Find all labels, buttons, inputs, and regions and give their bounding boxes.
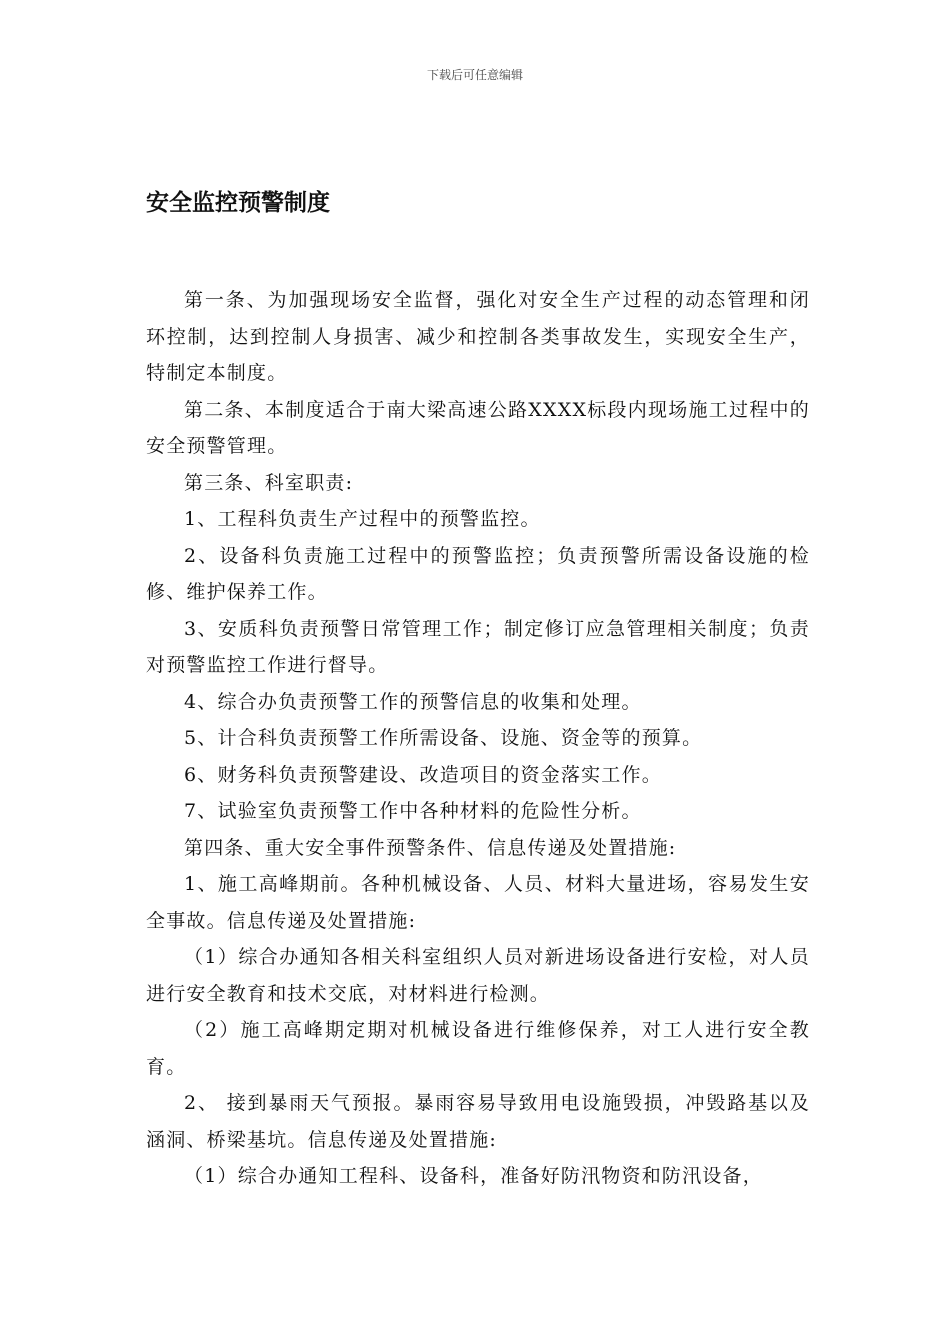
paragraph-article-4: 第四条、重大安全事件预警条件、信息传递及处置措施: bbox=[184, 836, 677, 859]
paragraph-duty-3: 3、安质科负责预警日常管理工作；制定修订应急管理相关制度；负责对预警监控工作进行督导。 bbox=[146, 617, 810, 676]
paragraph-duty-7: 7、试验室负责预警工作中各种材料的危险性分析。 bbox=[184, 800, 642, 822]
paragraph-duty-5: 5、计合科负责预警工作所需设备、设施、资金等的预算。 bbox=[184, 727, 703, 749]
paragraph-condition-1: 1、施工高峰期前。各种机械设备、人员、材料大量进场，容易发生安全事故。信息传递及处置措施: bbox=[146, 873, 810, 932]
paragraph-duty-2: 2、设备科负责施工过程中的预警监控；负责预警所需设备设施的检修、维护保养工作。 bbox=[146, 544, 810, 603]
paragraph-article-1: 第一条、为加强现场安全监督，强化对安全生产过程的动态管理和闭环控制，达到控制人身损害、减少和控制各类事故发生，实现安全生产，特制定本制度。 bbox=[146, 289, 810, 384]
page-header-note: 下载后可任意编辑 bbox=[426, 68, 523, 82]
document-title: 安全监控预警制度 bbox=[146, 190, 330, 216]
paragraph-condition-2: 2、 接到暴雨天气预报。暴雨容易导致用电设施毁损，冲毁路基以及涵洞、桥梁基坑。信息传递及处置措施: bbox=[146, 1092, 810, 1151]
paragraph-measure-2-1: （1）综合办通知工程科、设备科，准备好防汛物资和防汛设备， bbox=[184, 1165, 763, 1187]
document-body bbox=[146, 282, 810, 1195]
paragraph-duty-4: 4、综合办负责预警工作的预警信息的收集和处理。 bbox=[184, 690, 642, 713]
paragraph-measure-1-1: （1）综合办通知各相关科室组织人员对新进场设备进行安检，对人员进行安全教育和技术交底，对材料进行检测。 bbox=[146, 946, 810, 1005]
paragraph-duty-6: 6、财务科负责预警建设、改造项目的资金落实工作。 bbox=[184, 763, 662, 786]
paragraph-article-2: 第二条、本制度适合于南大梁高速公路XXXX标段内现场施工过程中的安全预警管理。 bbox=[146, 398, 810, 457]
paragraph-article-3: 第三条、科室职责: bbox=[184, 471, 354, 494]
paragraph-measure-1-2: （2）施工高峰期定期对机械设备进行维修保养，对工人进行安全教育。 bbox=[146, 1019, 810, 1078]
paragraph-duty-1: 1、工程科负责生产过程中的预警监控。 bbox=[184, 508, 541, 530]
